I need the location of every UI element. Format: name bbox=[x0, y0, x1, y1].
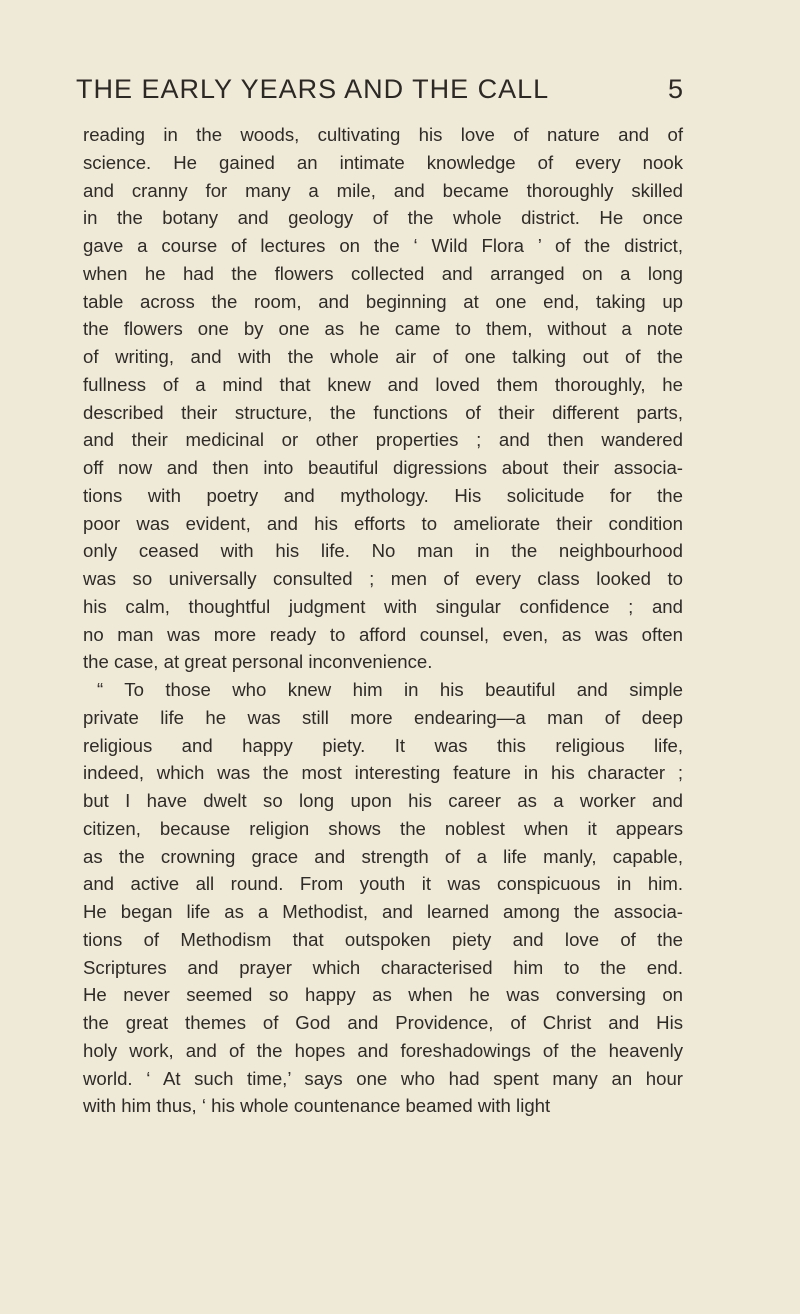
text-line: off now and then into beautiful digressions about their associa- bbox=[83, 457, 683, 478]
text-line: of writing, and with the whole air of one talking out of the bbox=[83, 346, 683, 367]
text-line: in the botany and geology of the whole district. He once bbox=[83, 207, 683, 229]
page-number: 5 bbox=[667, 74, 684, 104]
text-line: his calm, thoughtful judgment with singular confidence ; and bbox=[83, 595, 683, 617]
text-line: and their medicinal or other properties ; and then wandered bbox=[83, 429, 683, 451]
text-line: fullness of a mind that knew and loved them thoroughly, he bbox=[83, 373, 683, 395]
text-line: the case, at great personal inconvenience. bbox=[83, 651, 433, 673]
text-line: gave a course of lectures on the ‘ Wild Flora ’ of the district, bbox=[83, 235, 683, 256]
text-line: no man was more ready to afford counsel, even, as was often bbox=[83, 623, 683, 645]
text-line: and cranny for many a mile, and became thoroughly skilled bbox=[83, 179, 683, 201]
text-line: He began life as a Methodist, and learned among the associa- bbox=[83, 901, 683, 922]
text-line: He never seemed so happy as when he was conversing on bbox=[83, 984, 683, 1006]
text-line: but I have dwelt so long upon his career as a worker and bbox=[83, 790, 683, 811]
running-head bbox=[76, 74, 684, 110]
text-line: Scriptures and prayer which characterised him to the end. bbox=[83, 956, 683, 978]
text-line: world. ‘ At such time,’ says one who had spent many an hour bbox=[83, 1067, 683, 1089]
text-line: holy work, and of the hopes and foreshadowings of the heavenly bbox=[83, 1039, 683, 1061]
text-line: reading in the woods, cultivating his love of nature and of bbox=[83, 124, 683, 145]
text-line: and active all round. From youth it was conspicuous in him. bbox=[83, 873, 683, 895]
text-line: was so universally consulted ; men of every class looked to bbox=[83, 568, 683, 589]
text-line: table across the room, and beginning at one end, taking up bbox=[83, 290, 683, 312]
text-line: citizen, because religion shows the noblest when it appears bbox=[83, 817, 683, 839]
text-line: described their structure, the functions of their different parts, bbox=[83, 401, 683, 423]
text-line: the flowers one by one as he came to them, without a note bbox=[83, 318, 683, 340]
running-title: THE EARLY YEARS AND THE CALL bbox=[76, 74, 550, 104]
text-line: when he had the flowers collected and arranged on a long bbox=[83, 262, 683, 284]
body-text bbox=[83, 121, 683, 1120]
text-line: as the crowning grace and strength of a life manly, capable, bbox=[83, 845, 683, 867]
text-line: “ To those who knew him in his beautiful and simple bbox=[97, 679, 683, 700]
text-line: tions with poetry and mythology. His solicitude for the bbox=[83, 484, 683, 506]
text-line: science. He gained an intimate knowledge of every nook bbox=[83, 151, 683, 173]
text-line: tions of Methodism that outspoken piety and love of the bbox=[83, 928, 683, 950]
text-line: with him thus, ‘ his whole countenance beamed with light bbox=[83, 1095, 551, 1117]
text-line: the great themes of God and Providence, of Christ and His bbox=[83, 1012, 683, 1033]
text-line: indeed, which was the most interesting feature in his character ; bbox=[83, 762, 683, 784]
text-line: poor was evident, and his efforts to ameliorate their condition bbox=[83, 512, 683, 534]
text-line: private life he was still more endearing—a man of deep bbox=[83, 706, 683, 728]
text-line: religious and happy piety. It was this religious life, bbox=[83, 734, 683, 756]
text-line: only ceased with his life. No man in the neighbourhood bbox=[83, 540, 683, 562]
